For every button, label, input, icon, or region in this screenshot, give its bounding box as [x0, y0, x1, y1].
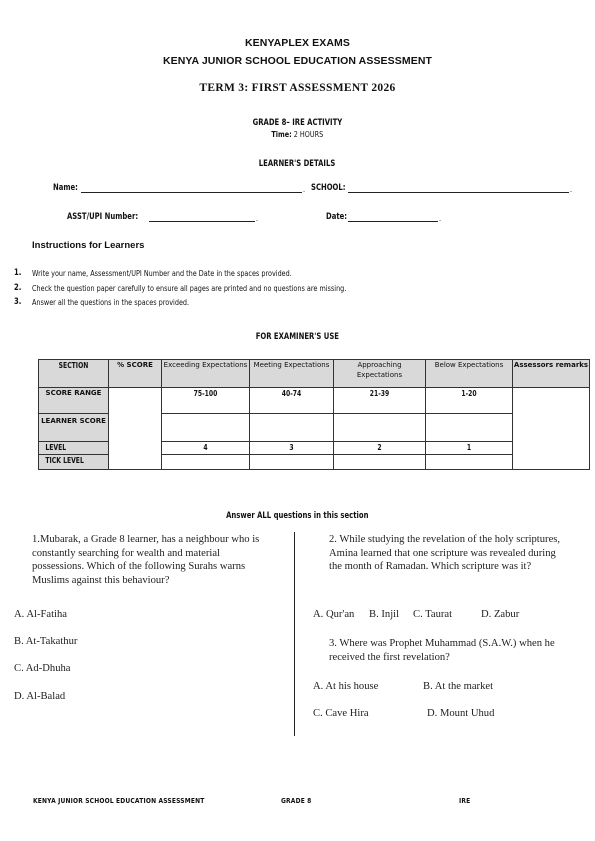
- asst-upi-label: ASST/UPI Number:: [67, 212, 139, 222]
- time-value: 2 HOURS: [293, 129, 324, 139]
- question-1-option-c[interactable]: C. Ad-Dhuha: [14, 663, 71, 674]
- header-cell: % SCORE: [109, 360, 162, 388]
- learner-score-cell[interactable]: [250, 414, 334, 442]
- row-label: LEARNER SCORE: [39, 414, 109, 442]
- table-cell: 21-39: [334, 388, 426, 414]
- time-line: [0, 124, 595, 142]
- footer-middle: GRADE 8: [281, 797, 312, 805]
- learner-details-block: [0, 153, 595, 171]
- question-1-text: 1.Mubarak, a Grade 8 learner, has a neighbour who is constantly searching for wealth and material possessions. Which of the following Surahs warns Muslims against this behaviour?: [32, 534, 260, 586]
- instruction-item: Check the question paper carefully to ensure all pages are printed and no questions are missing.: [32, 283, 347, 293]
- section-title-block: [0, 505, 595, 523]
- instruction-number: 2.: [14, 283, 22, 293]
- term-title: TERM 3: FIRST ASSESSMENT 2026: [199, 82, 396, 94]
- name-label: Name:: [53, 183, 78, 193]
- section-title: Answer ALL questions in this section: [226, 511, 369, 521]
- name-field[interactable]: [81, 192, 302, 193]
- header-cell: SECTION: [39, 360, 109, 388]
- tick-level-cell[interactable]: [162, 455, 250, 470]
- question-2-option-d[interactable]: D. Zabur: [481, 609, 520, 620]
- table-cell: 2: [334, 442, 426, 455]
- footer-right: IRE: [459, 797, 471, 805]
- table-cell: 1: [426, 442, 513, 455]
- table-cell: 3: [250, 442, 334, 455]
- examiner-table: [38, 359, 590, 470]
- date-field[interactable]: [348, 221, 438, 222]
- question-1-option-d[interactable]: D. Al-Balad: [14, 691, 66, 702]
- header-cell: Below Expectations: [426, 360, 513, 388]
- question-3-option-b[interactable]: B. At the market: [423, 681, 494, 692]
- instructions-title: Instructions for Learners: [32, 240, 145, 251]
- tick-level-cell[interactable]: [426, 455, 513, 470]
- asst-upi-field[interactable]: [149, 221, 255, 222]
- school-field[interactable]: [348, 192, 569, 193]
- exam-org: KENYAPLEX EXAMS: [245, 37, 350, 49]
- tick-level-cell[interactable]: [334, 455, 426, 470]
- row-label: SCORE RANGE: [39, 388, 109, 414]
- table-header-row: [39, 360, 590, 388]
- question-3-option-d[interactable]: D. Mount Uhud: [427, 708, 495, 719]
- question-2-text: 2. While studying the revelation of the holy scriptures, Amina learned that one scripture was revealed during the month of Ramadan. Which scripture was it?: [329, 534, 561, 573]
- header-cell: Approaching Expectations: [334, 360, 426, 388]
- instruction-number: 3.: [14, 297, 22, 307]
- instruction-item: Answer all the questions in the spaces provided.: [32, 297, 190, 307]
- school-label: SCHOOL:: [311, 183, 346, 193]
- subject-title: GRADE 8– IRE ACTIVITY: [252, 118, 343, 128]
- question-2-option-a[interactable]: A. Qur'an: [313, 609, 355, 620]
- footer-left: KENYA JUNIOR SCHOOL EDUCATION ASSESSMENT: [33, 797, 205, 805]
- remarks-cell[interactable]: [513, 388, 590, 470]
- date-label: Date:: [326, 212, 348, 222]
- column-divider: [294, 532, 295, 736]
- header-cell: Assessors remarks: [513, 360, 590, 388]
- question-1-option-b[interactable]: B. At-Takathur: [14, 636, 78, 647]
- table-cell: 4: [162, 442, 250, 455]
- score-cell[interactable]: [109, 388, 162, 470]
- header-cell: Meeting Expectations: [250, 360, 334, 388]
- examiner-title: FOR EXAMINER'S USE: [255, 332, 340, 342]
- learner-score-cell[interactable]: [426, 414, 513, 442]
- question-2-option-c[interactable]: C. Taurat: [413, 609, 453, 620]
- table-row: [39, 388, 590, 414]
- question-1-option-a[interactable]: A. Al-Fatiha: [14, 609, 67, 620]
- instruction-number: 1.: [14, 268, 22, 278]
- row-label: LEVEL: [39, 442, 109, 455]
- tick-level-cell[interactable]: [250, 455, 334, 470]
- question-3-text: 3. Where was Prophet Muhammad (S.A.W.) when he received the first revelation?: [329, 638, 555, 663]
- learner-details-title: LEARNER'S DETAILS: [259, 159, 336, 169]
- assessment-title: KENYA JUNIOR SCHOOL EDUCATION ASSESSMENT: [162, 55, 433, 67]
- table-cell: 40-74: [250, 388, 334, 414]
- learner-score-cell[interactable]: [162, 414, 250, 442]
- table-cell: 75-100: [162, 388, 250, 414]
- question-2-option-b[interactable]: B. Injil: [369, 609, 400, 620]
- question-3-option-a[interactable]: A. At his house: [313, 681, 379, 692]
- row-label: TICK LEVEL: [39, 455, 109, 470]
- question-3-option-c[interactable]: C. Cave Hira: [313, 708, 369, 719]
- instruction-item: Write your name, Assessment/UPI Number and the Date in the spaces provided.: [32, 268, 292, 278]
- time-label: Time:: [271, 129, 292, 139]
- examiner-title-block: [0, 326, 595, 344]
- header-cell: Exceeding Expectations: [162, 360, 250, 388]
- learner-score-cell[interactable]: [334, 414, 426, 442]
- table-cell: 1-20: [426, 388, 513, 414]
